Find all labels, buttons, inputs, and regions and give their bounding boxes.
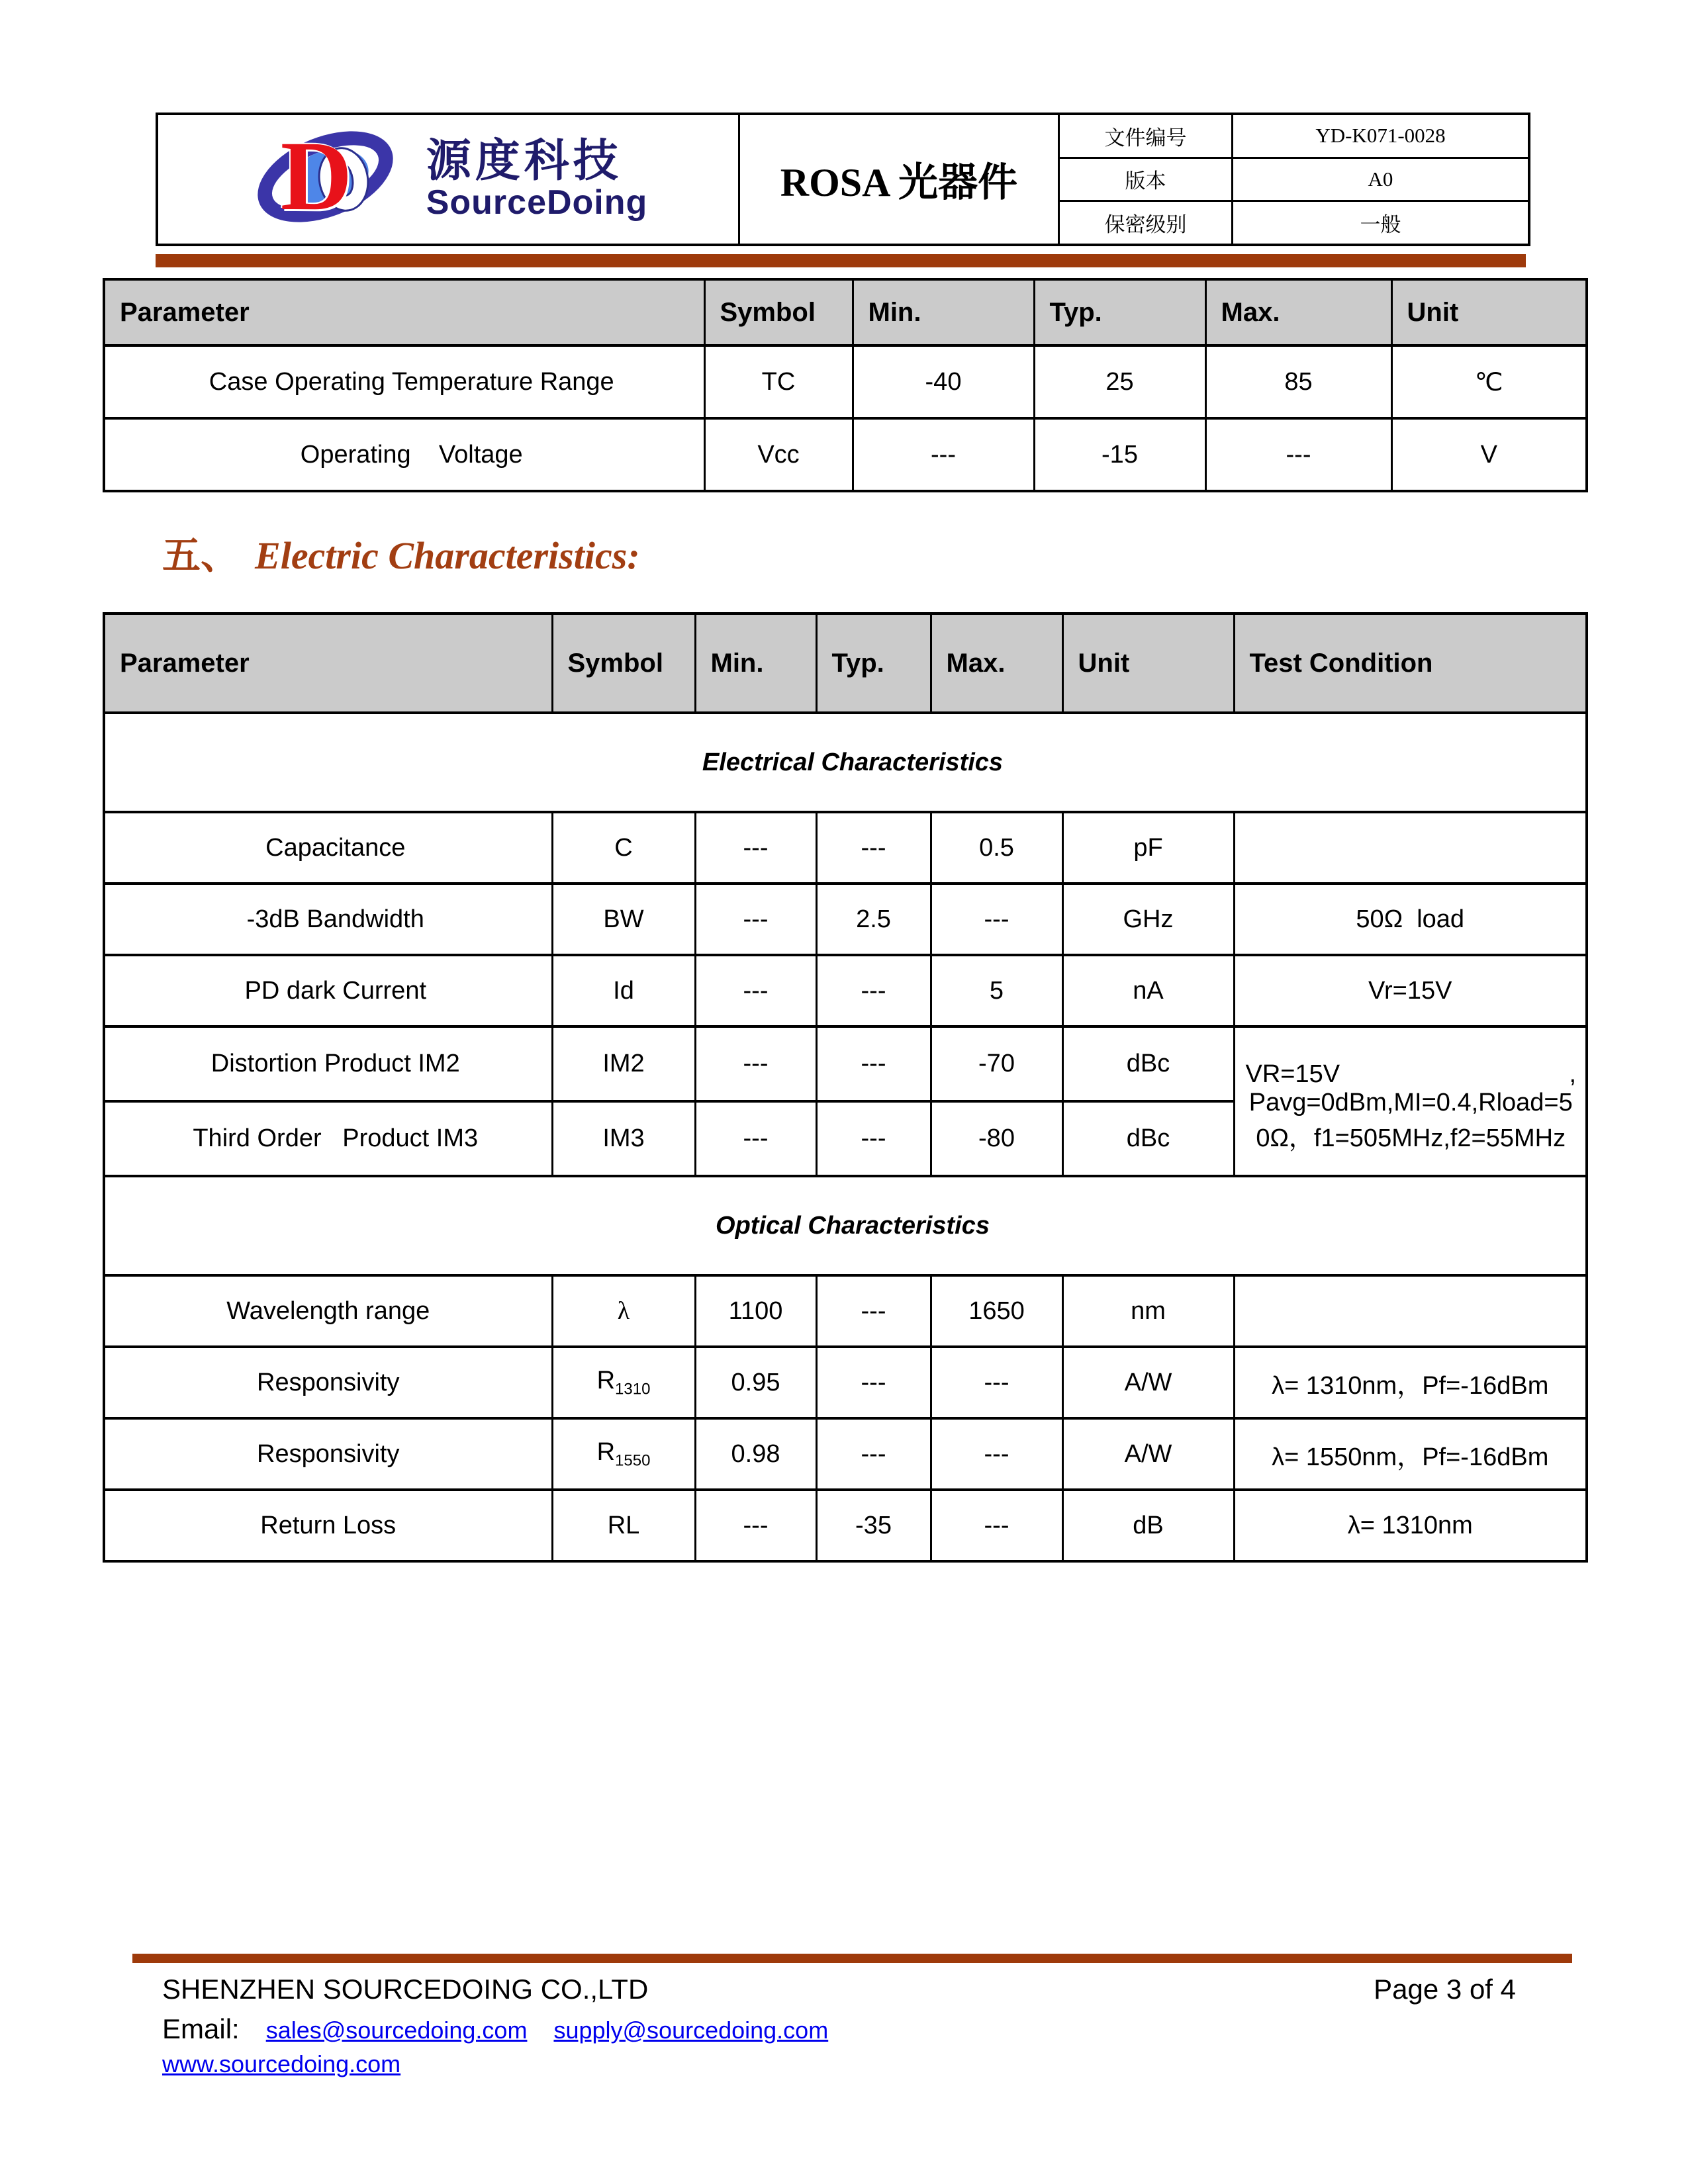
min-cell: --- bbox=[853, 418, 1034, 491]
unit-cell: A/W bbox=[1062, 1347, 1234, 1418]
typ-cell: --- bbox=[816, 955, 931, 1026]
footer-email-row bbox=[162, 2013, 828, 2045]
symbol-cell: TC bbox=[704, 345, 853, 418]
min-cell: --- bbox=[695, 955, 816, 1026]
doc-number-label: 文件编号 bbox=[1060, 115, 1231, 159]
col-min: Min. bbox=[695, 614, 816, 713]
unit-cell: A/W bbox=[1062, 1418, 1234, 1490]
sourcedoing-logo-icon bbox=[249, 120, 414, 234]
im-condition-line1-right: , bbox=[1569, 1060, 1576, 1088]
confidentiality-label: 保密级别 bbox=[1104, 213, 1187, 237]
col-test-condition: Test Condition bbox=[1234, 614, 1587, 713]
max-cell: 5 bbox=[931, 955, 1062, 1026]
section-heading bbox=[162, 524, 640, 580]
col-parameter: Parameter bbox=[104, 614, 552, 713]
max-cell: 0.5 bbox=[931, 812, 1062, 884]
table-header-row bbox=[104, 279, 1587, 345]
parameter-cell: Case Operating Temperature Range bbox=[104, 345, 704, 418]
symbol-cell: BW bbox=[552, 884, 695, 955]
unit-cell: pF bbox=[1062, 812, 1234, 884]
typ-cell: --- bbox=[816, 812, 931, 884]
symbol-subscript: 1550 bbox=[615, 1451, 651, 1470]
col-unit: Unit bbox=[1391, 279, 1587, 345]
condition-cell: λ= 1550nm，Pf=-16dBm bbox=[1234, 1418, 1587, 1490]
table-row bbox=[104, 1026, 1587, 1101]
sales-email-link[interactable]: sales@sourcedoing.com bbox=[265, 2017, 528, 2044]
max-cell: -70 bbox=[931, 1026, 1062, 1101]
symbol-base: R bbox=[596, 1437, 616, 1466]
condition-cell: 50Ω load bbox=[1234, 884, 1587, 955]
col-max: Max. bbox=[931, 614, 1062, 713]
version-value: A0 bbox=[1231, 159, 1528, 203]
parameter-cell: Responsivity bbox=[104, 1418, 552, 1490]
condition-cell: λ= 1310nm，Pf=-16dBm bbox=[1234, 1347, 1587, 1418]
document-title: ROSA 光器件 bbox=[738, 115, 1058, 244]
logo-chinese-name: 源度科技 bbox=[426, 136, 622, 186]
unit-cell: nm bbox=[1062, 1275, 1234, 1347]
parameter-cell: Distortion Product IM2 bbox=[104, 1026, 552, 1101]
im-condition-line1-left: VR=15V bbox=[1245, 1060, 1340, 1088]
section-row-optical bbox=[104, 1176, 1587, 1275]
col-max: Max. bbox=[1205, 279, 1391, 345]
parameter-cell: Operating Voltage bbox=[104, 418, 704, 491]
im-condition-line3: 0Ω，f1=505MHz,f2=55MHz bbox=[1256, 1124, 1566, 1152]
symbol-subscript: 1310 bbox=[615, 1380, 651, 1398]
symbol-cell: C bbox=[552, 812, 695, 884]
typ-cell: --- bbox=[816, 1026, 931, 1101]
parameter-cell: -3dB Bandwidth bbox=[104, 884, 552, 955]
typ-cell: -15 bbox=[1034, 418, 1205, 491]
typ-cell: --- bbox=[816, 1101, 931, 1176]
symbol-cell bbox=[552, 1418, 695, 1490]
col-typ: Typ. bbox=[816, 614, 931, 713]
typ-cell: --- bbox=[816, 1275, 931, 1347]
symbol-base: R bbox=[596, 1366, 616, 1394]
section-title: Electric Characteristics: bbox=[255, 534, 640, 577]
col-parameter: Parameter bbox=[104, 279, 704, 345]
confidentiality-value: 一般 bbox=[1231, 202, 1528, 244]
table-header-row bbox=[104, 614, 1587, 713]
condition-cell bbox=[1234, 1275, 1587, 1347]
parameter-cell: Capacitance bbox=[104, 812, 552, 884]
section-number: 五、 bbox=[162, 534, 240, 577]
company-name: SHENZHEN SOURCEDOING CO.,LTD bbox=[162, 1974, 649, 2005]
website-link[interactable]: www.sourcedoing.com bbox=[162, 2050, 401, 2077]
unit-cell: dBc bbox=[1062, 1026, 1234, 1101]
symbol-cell: IM3 bbox=[552, 1101, 695, 1176]
min-cell: --- bbox=[695, 812, 816, 884]
max-cell: --- bbox=[1205, 418, 1391, 491]
symbol-cell: Id bbox=[552, 955, 695, 1026]
col-symbol: Symbol bbox=[704, 279, 853, 345]
col-typ: Typ. bbox=[1034, 279, 1205, 345]
footer-divider-rule bbox=[132, 1954, 1572, 1963]
doc-number-value: YD-K071-0028 bbox=[1231, 115, 1528, 159]
logo-letter-d: D bbox=[280, 120, 353, 231]
parameter-cell: Wavelength range bbox=[104, 1275, 552, 1347]
table-row bbox=[104, 955, 1587, 1026]
max-cell: --- bbox=[931, 1347, 1062, 1418]
company-logo bbox=[158, 115, 738, 244]
max-cell: -80 bbox=[931, 1101, 1062, 1176]
min-cell: --- bbox=[695, 1026, 816, 1101]
email-label: Email: bbox=[162, 2013, 240, 2044]
electrical-section-label: Electrical Characteristics bbox=[104, 713, 1587, 812]
table-row bbox=[104, 1347, 1587, 1418]
unit-cell: GHz bbox=[1062, 884, 1234, 955]
typ-cell: 2.5 bbox=[816, 884, 931, 955]
max-cell: --- bbox=[931, 1418, 1062, 1490]
table-row bbox=[104, 884, 1587, 955]
section-row-electrical bbox=[104, 713, 1587, 812]
table-row bbox=[104, 1490, 1587, 1561]
symbol-cell: IM2 bbox=[552, 1026, 695, 1101]
footer-company-row bbox=[162, 1974, 1516, 2005]
typ-cell: -35 bbox=[816, 1490, 931, 1561]
symbol-cell: RL bbox=[552, 1490, 695, 1561]
logo-wordmark bbox=[426, 138, 648, 221]
typ-cell: --- bbox=[816, 1347, 931, 1418]
symbol-cell: Vcc bbox=[704, 418, 853, 491]
condition-cell: λ= 1310nm bbox=[1234, 1490, 1587, 1561]
document-header bbox=[156, 113, 1530, 246]
condition-cell: Vr=15V bbox=[1234, 955, 1587, 1026]
typ-cell: --- bbox=[816, 1418, 931, 1490]
max-cell: 1650 bbox=[931, 1275, 1062, 1347]
parameter-cell: PD dark Current bbox=[104, 955, 552, 1026]
min-cell: -40 bbox=[853, 345, 1034, 418]
table-row bbox=[104, 345, 1587, 418]
unit-cell: nA bbox=[1062, 955, 1234, 1026]
parameter-cell: Third Order Product IM3 bbox=[104, 1101, 552, 1176]
condition-cell bbox=[1234, 812, 1587, 884]
page-number: Page 3 of 4 bbox=[1374, 1974, 1516, 2005]
symbol-cell: λ bbox=[552, 1275, 695, 1347]
logo-english-name: SourceDoing bbox=[426, 183, 648, 222]
col-min: Min. bbox=[853, 279, 1034, 345]
parameter-cell: Responsivity bbox=[104, 1347, 552, 1418]
version-label: 版本 bbox=[1060, 159, 1231, 203]
symbol-cell bbox=[552, 1347, 695, 1418]
im-test-condition-cell bbox=[1234, 1026, 1587, 1176]
min-cell: --- bbox=[695, 1101, 816, 1176]
min-cell: 0.95 bbox=[695, 1347, 816, 1418]
table-row bbox=[104, 1275, 1587, 1347]
min-cell: --- bbox=[695, 1490, 816, 1561]
typ-cell: 25 bbox=[1034, 345, 1205, 418]
max-cell: --- bbox=[931, 884, 1062, 955]
unit-cell: V bbox=[1391, 418, 1587, 491]
unit-cell: dBc bbox=[1062, 1101, 1234, 1176]
col-unit: Unit bbox=[1062, 614, 1234, 713]
table-row bbox=[104, 418, 1587, 491]
table-row bbox=[104, 812, 1587, 884]
min-cell: 0.98 bbox=[695, 1418, 816, 1490]
parameter-cell: Return Loss bbox=[104, 1490, 552, 1561]
unit-cell: dB bbox=[1062, 1490, 1234, 1561]
max-cell: --- bbox=[931, 1490, 1062, 1561]
header-divider-rule bbox=[156, 254, 1526, 267]
im-condition-line2: Pavg=0dBm,MI=0.4,Rload=5 bbox=[1248, 1088, 1573, 1116]
max-cell: 85 bbox=[1205, 345, 1391, 418]
table-row bbox=[104, 1418, 1587, 1490]
electric-characteristics-table bbox=[103, 612, 1588, 1563]
unit-cell: ℃ bbox=[1391, 345, 1587, 418]
document-info-table bbox=[1058, 115, 1528, 244]
min-cell: 1100 bbox=[695, 1275, 816, 1347]
footer-website-row bbox=[162, 2050, 400, 2078]
supply-email-link[interactable]: supply@sourcedoing.com bbox=[553, 2017, 829, 2044]
optical-section-label: Optical Characteristics bbox=[104, 1176, 1587, 1275]
operating-conditions-table bbox=[103, 278, 1588, 492]
im-condition-line1 bbox=[1246, 1060, 1577, 1089]
min-cell: --- bbox=[695, 884, 816, 955]
col-symbol: Symbol bbox=[552, 614, 695, 713]
